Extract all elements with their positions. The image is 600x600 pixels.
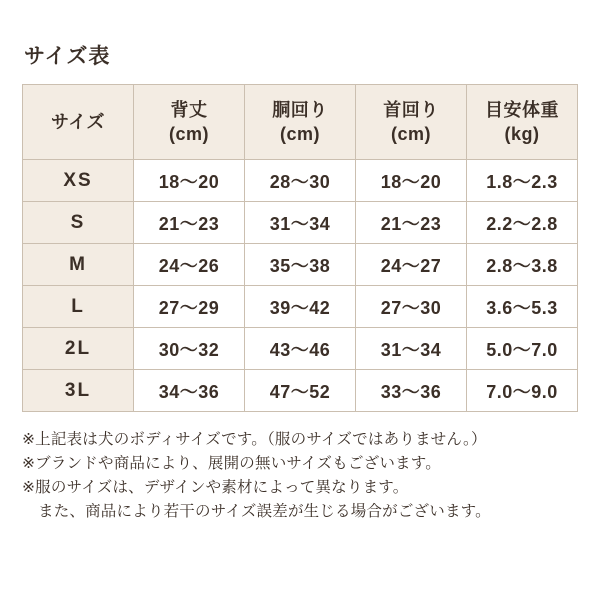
table-row <box>23 328 578 370</box>
cell-weight: 3.6〜5.3 <box>467 286 578 328</box>
cell-back-length: 30〜32 <box>134 328 245 370</box>
cell-chest: 43〜46 <box>245 328 356 370</box>
column-header-chest <box>245 85 356 160</box>
column-header-back-length-line2: (cm) <box>168 124 209 144</box>
cell-weight: 2.2〜2.8 <box>467 202 578 244</box>
column-header-size-line1: サイズ <box>50 111 106 132</box>
note-line-2: ※ブランドや商品により、展開の無いサイズもございます。 <box>22 455 441 473</box>
column-header-chest-line1: 胴回り <box>272 99 328 120</box>
note-line-3: ※服のサイズは、デザインや素材によって異なります。 <box>22 479 409 497</box>
size-table <box>22 84 578 412</box>
note-line-1: ※上記表は犬のボディサイズです。（服のサイズではありません。） <box>22 431 487 448</box>
column-header-back-length <box>134 85 245 160</box>
column-header-weight <box>467 85 578 160</box>
row-size-label: XS <box>23 160 134 202</box>
page-title: サイズ表 <box>24 45 111 68</box>
cell-neck: 24〜27 <box>356 244 467 286</box>
table-row <box>23 370 578 412</box>
cell-back-length: 27〜29 <box>134 286 245 328</box>
cell-chest: 31〜34 <box>245 202 356 244</box>
cell-weight: 7.0〜9.0 <box>467 370 578 412</box>
column-header-chest-line2: (cm) <box>279 124 320 144</box>
row-size-label: L <box>23 286 134 328</box>
cell-weight: 1.8〜2.3 <box>467 160 578 202</box>
cell-back-length: 34〜36 <box>134 370 245 412</box>
table-row <box>23 160 578 202</box>
note-line-4: また、商品により若干のサイズ誤差が生じる場合がございます。 <box>38 503 491 521</box>
column-header-weight-line1: 目安体重 <box>485 99 559 120</box>
cell-back-length: 24〜26 <box>134 244 245 286</box>
column-header-neck-line2: (cm) <box>390 124 431 144</box>
notes-block <box>22 428 578 524</box>
column-header-back-length-line1: 背丈 <box>170 99 208 120</box>
cell-weight: 5.0〜7.0 <box>467 328 578 370</box>
table-row <box>23 244 578 286</box>
cell-chest: 28〜30 <box>245 160 356 202</box>
cell-neck: 18〜20 <box>356 160 467 202</box>
table-row <box>23 202 578 244</box>
cell-neck: 33〜36 <box>356 370 467 412</box>
row-size-label: S <box>23 202 134 244</box>
cell-neck: 21〜23 <box>356 202 467 244</box>
row-size-label: M <box>23 244 134 286</box>
row-size-label: 3L <box>23 370 134 412</box>
cell-chest: 35〜38 <box>245 244 356 286</box>
cell-chest: 39〜42 <box>245 286 356 328</box>
cell-neck: 27〜30 <box>356 286 467 328</box>
column-header-neck <box>356 85 467 160</box>
column-header-neck-line1: 首回り <box>383 99 439 120</box>
cell-back-length: 21〜23 <box>134 202 245 244</box>
table-header-row <box>23 85 578 160</box>
table-row <box>23 286 578 328</box>
cell-back-length: 18〜20 <box>134 160 245 202</box>
cell-chest: 47〜52 <box>245 370 356 412</box>
column-header-size <box>23 85 134 160</box>
cell-weight: 2.8〜3.8 <box>467 244 578 286</box>
column-header-weight-line2: (kg) <box>504 124 540 144</box>
table-header <box>23 85 578 160</box>
cell-neck: 31〜34 <box>356 328 467 370</box>
table-body <box>23 160 578 412</box>
row-size-label: 2L <box>23 328 134 370</box>
